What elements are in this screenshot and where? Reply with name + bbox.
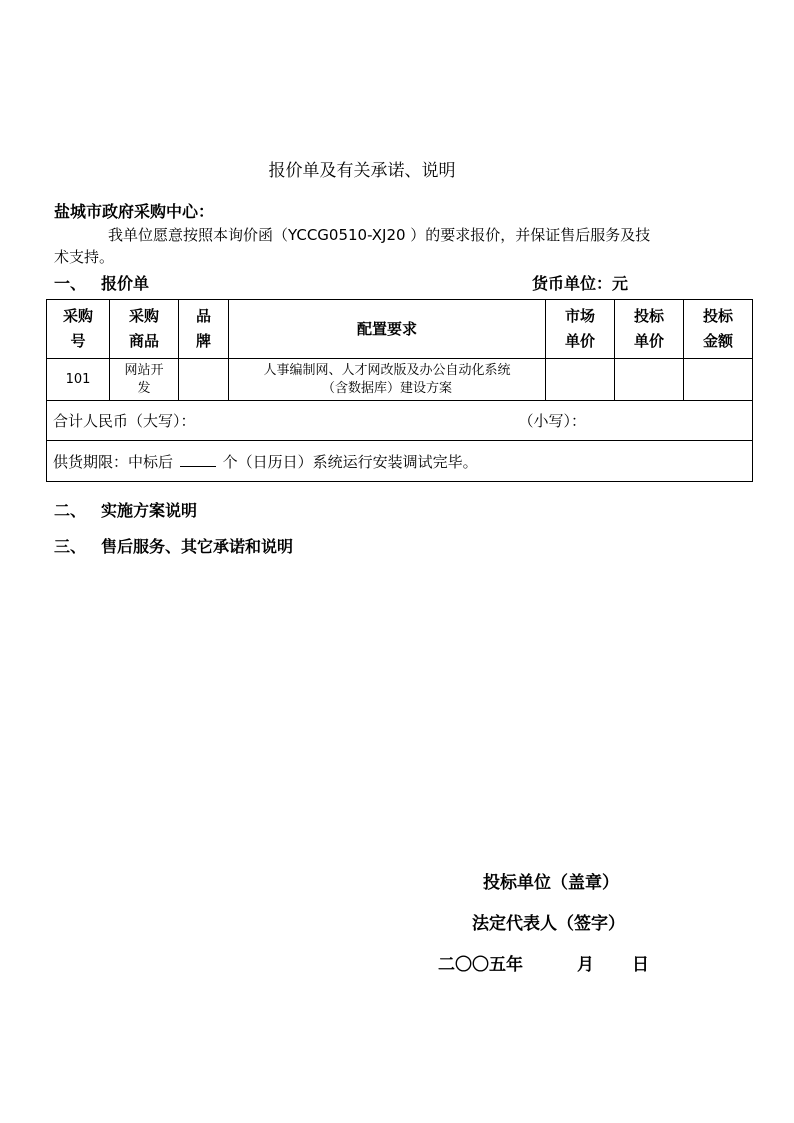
intro-line-2: 术支持。	[54, 248, 115, 266]
section-2-title: 实施方案说明	[101, 501, 198, 520]
intro-line-1: 我单位愿意按照本询价函（YCCG0510-XJ20 ）的要求报价，并保证售后服务及技	[108, 226, 651, 244]
delivery-days-blank[interactable]	[180, 452, 216, 467]
section-3-title: 售后服务、其它承诺和说明	[101, 537, 294, 556]
section-3-number: 三、	[54, 537, 87, 556]
table-row	[47, 359, 753, 401]
section-1-title: 报价单	[101, 274, 150, 293]
header-bid-price: 投标 单价	[615, 300, 684, 359]
total-upper-label: 合计人民币（大写）：	[53, 412, 196, 430]
header-brand: 品 牌	[179, 300, 229, 359]
total-lower-label: （小写）：	[518, 412, 586, 430]
header-bid-amount: 投标 金额	[684, 300, 753, 359]
date-month: 月	[577, 955, 594, 975]
delivery-cell	[47, 441, 753, 482]
total-row	[47, 401, 753, 441]
total-cell[interactable]	[47, 401, 753, 441]
header-market-price: 市场 单价	[546, 300, 615, 359]
date-day: 日	[632, 955, 649, 975]
cell-brand[interactable]	[179, 359, 229, 401]
cell-bid-price[interactable]	[615, 359, 684, 401]
currency-unit: 货币单位：元	[532, 274, 629, 293]
header-item-no: 采购 号	[47, 300, 110, 359]
legal-representative: 法定代表人（签字）	[472, 914, 625, 934]
table-header-row	[47, 300, 753, 359]
cell-goods: 网站开 发	[110, 359, 179, 401]
document-title: 报价单及有关承诺、说明	[268, 161, 456, 181]
cell-config: 人事编制网、人才网改版及办公自动化系统 （含数据库）建设方案	[229, 359, 546, 401]
delivery-prefix: 供货期限：中标后	[53, 452, 174, 471]
recipient: 盐城市政府采购中心：	[54, 202, 215, 221]
section-1-number: 一、	[54, 274, 87, 293]
delivery-row	[47, 441, 753, 482]
header-goods: 采购 商品	[110, 300, 179, 359]
section-2-number: 二、	[54, 501, 87, 520]
bidder-seal: 投标单位（盖章）	[483, 873, 619, 893]
delivery-suffix: 个（日历日）系统运行安装调试完毕。	[222, 452, 478, 471]
cell-market-price[interactable]	[546, 359, 615, 401]
quotation-table	[46, 299, 753, 482]
cell-bid-amount[interactable]	[684, 359, 753, 401]
header-config: 配置要求	[229, 300, 546, 359]
date-year: 二〇〇五年	[438, 955, 523, 975]
cell-item-no: 101	[47, 359, 110, 401]
